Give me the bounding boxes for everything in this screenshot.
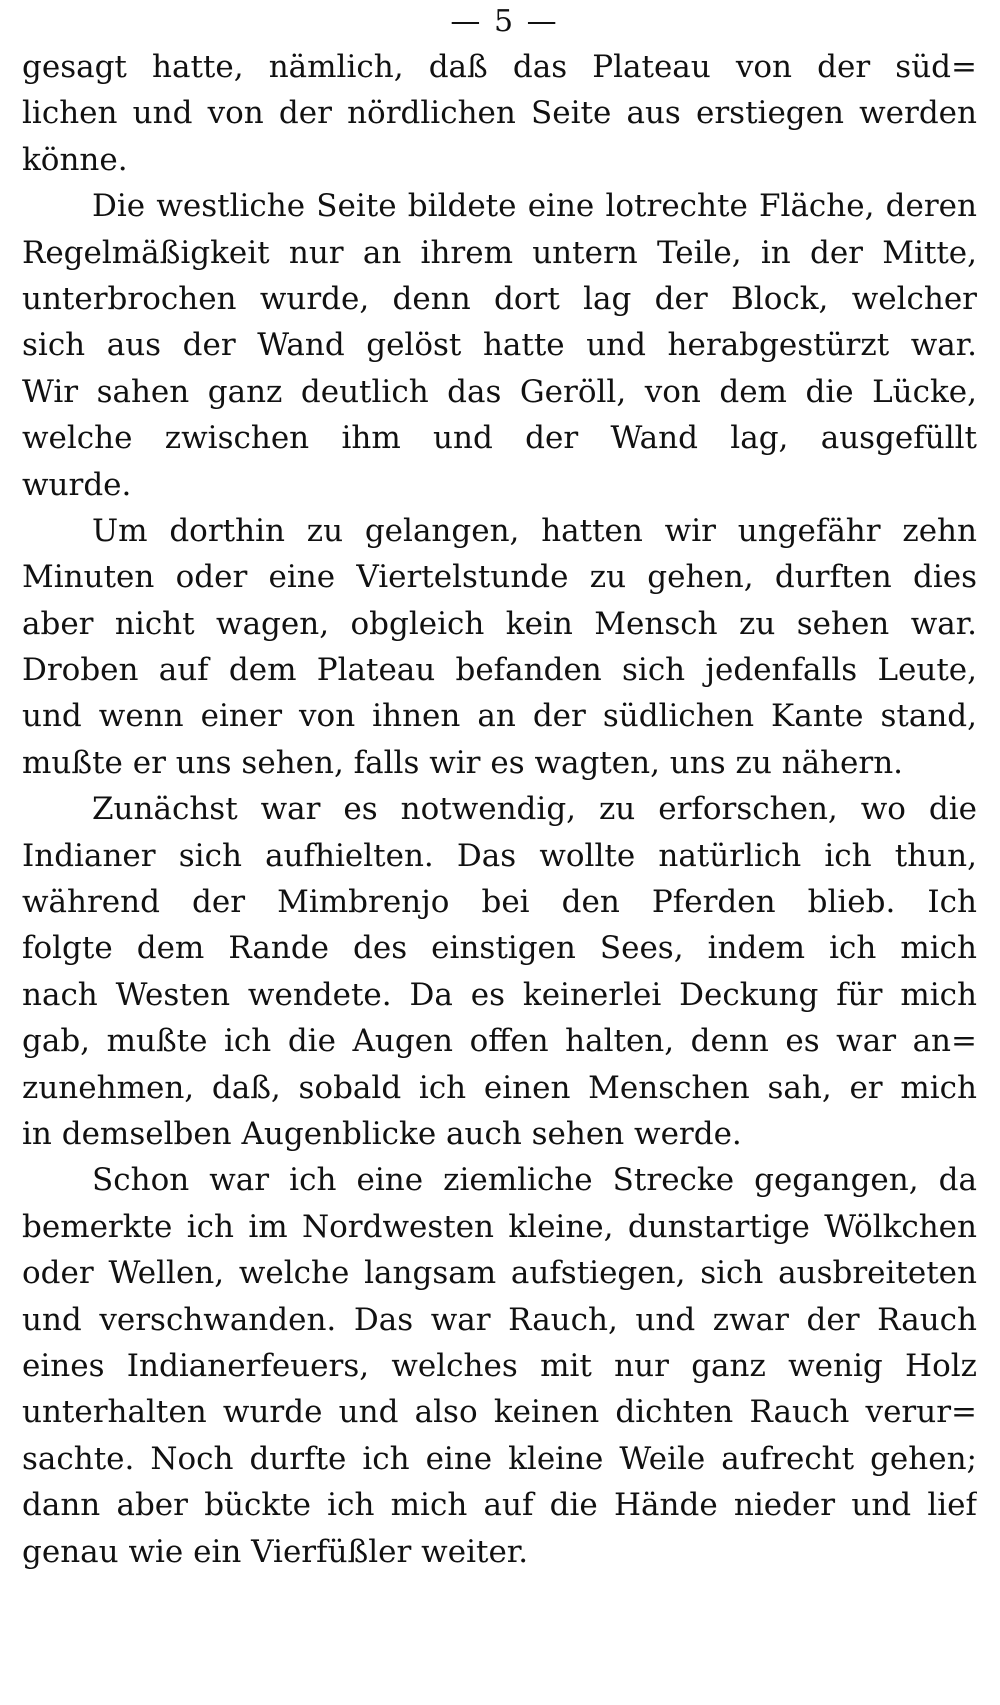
paragraph-2 [22, 183, 977, 508]
text-line: in demselben Augenblicke auch sehen werde. [22, 1115, 742, 1152]
text-line: sich aus der Wand gelöst hatte und herabgestürzt war. [22, 327, 977, 364]
text-line: gesagt hatte, nämlich, daß das Plateau von der süd= [22, 49, 977, 85]
text-line: während der Mimbrenjo bei den Pferden blieb. Ich [22, 884, 977, 921]
text-line: und verschwanden. Das war Rauch, und zwar der Rauch [22, 1301, 977, 1338]
paragraph-5 [22, 1157, 977, 1575]
text-line: unterbrochen wurde, denn dort lag der Block, welcher [22, 280, 977, 317]
book-page [22, 0, 977, 1705]
paragraph-3 [22, 508, 977, 786]
text-line: Zunächst war es notwendig, zu erforschen, wo die [92, 791, 977, 828]
text-line: folgte dem Rande des einstigen Sees, indem ich mich [22, 930, 977, 967]
text-line: nach Westen wendete. Da es keinerlei Deckung für mich [22, 976, 977, 1013]
text-line: bemerkte ich im Nordwesten kleine, dunstartige Wölkchen [22, 1208, 977, 1245]
text-line: genau wie ein Vierfüßler weiter. [22, 1533, 529, 1570]
text-line: welche zwischen ihm und der Wand lag, ausgefüllt [22, 420, 977, 457]
page-number: — 5 — [450, 4, 559, 39]
text-line: Die westliche Seite bildete eine lotrechte Fläche, deren [92, 188, 977, 225]
text-line: eines Indianerfeuers, welches mit nur ganz wenig Holz [22, 1347, 977, 1384]
text-line: lichen und von der nördlichen Seite aus erstiegen werden [22, 95, 977, 132]
text-line: dann aber bückte ich mich auf die Hände nieder und lief [22, 1487, 977, 1524]
text-line: zunehmen, daß, sobald ich einen Menschen sah, er mich [22, 1069, 977, 1106]
text-line: könne. [22, 141, 128, 178]
text-line: wurde. [22, 466, 132, 503]
text-line: Wir sahen ganz deutlich das Geröll, von dem die Lücke, [22, 373, 977, 410]
paragraph-1 [22, 44, 977, 183]
text-line: unterhalten wurde und also keinen dichten Rauch verur= [22, 1394, 977, 1431]
text-line: Minuten oder eine Viertelstunde zu gehen, durften dies [22, 559, 977, 596]
text-line: mußte er uns sehen, falls wir es wagten, uns zu nähern. [22, 744, 904, 781]
text-line: und wenn einer von ihnen an der südlichen Kante stand, [22, 698, 977, 735]
text-line: Droben auf dem Plateau befanden sich jedenfalls Leute, [22, 652, 977, 689]
paragraph-4 [22, 786, 977, 1157]
text-line: aber nicht wagen, obgleich kein Mensch zu sehen war. [22, 605, 977, 642]
text-line: Indianer sich aufhielten. Das wollte natürlich ich thun, [22, 837, 977, 874]
text-line: oder Wellen, welche langsam aufstiegen, sich ausbreiteten [22, 1255, 977, 1292]
text-line: Um dorthin zu gelangen, hatten wir ungefähr zehn [92, 512, 977, 549]
text-line: sachte. Noch durfte ich eine kleine Weile aufrecht gehen; [22, 1440, 977, 1477]
text-line: Regelmäßigkeit nur an ihrem untern Teile, in der Mitte, [22, 234, 977, 271]
text-line: gab, mußte ich die Augen offen halten, denn es war an= [22, 1023, 977, 1060]
text-line: Schon war ich eine ziemliche Strecke gegangen, da [92, 1162, 977, 1199]
